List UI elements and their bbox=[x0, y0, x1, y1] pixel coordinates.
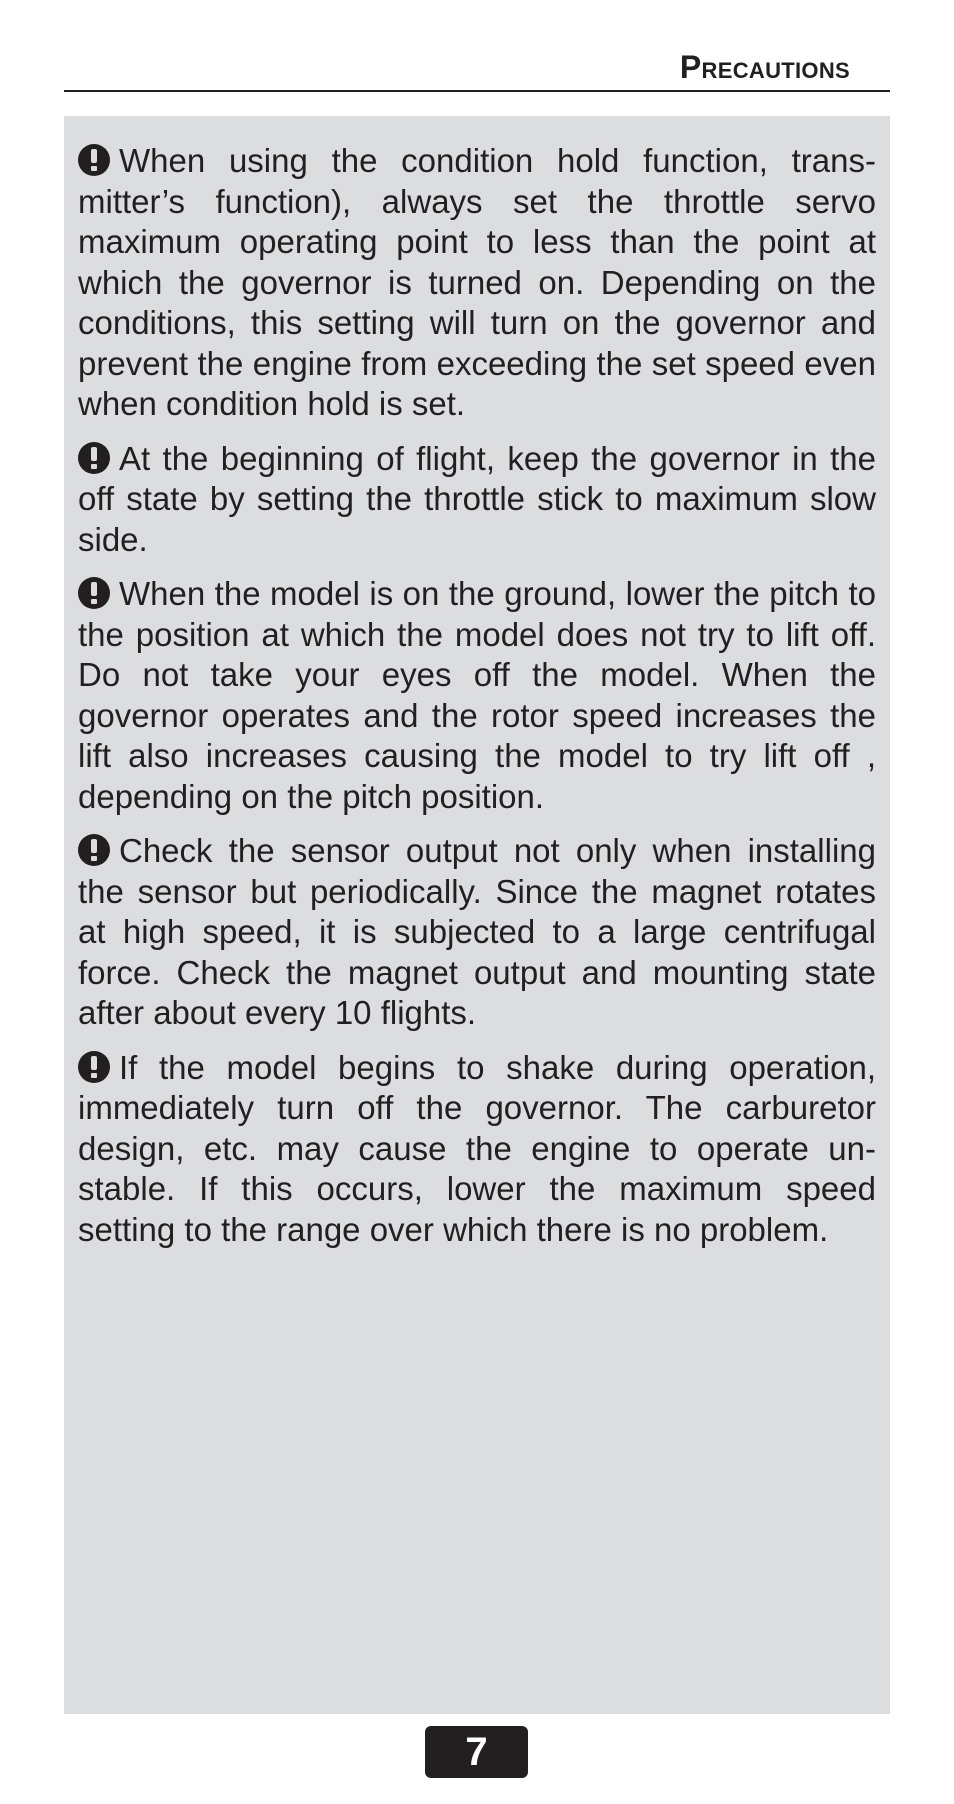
precaution-text: If the model begins to shake during operation, immediately turn off the governor. The carburetor design, etc. may cause the engine to operate unstable. If this occurs, lower the maximum speed setting to the range over which there is no problem. bbox=[78, 1048, 876, 1248]
page-number-badge: 7 bbox=[425, 1726, 528, 1778]
precaution-item bbox=[78, 141, 876, 425]
precautions-panel bbox=[64, 116, 890, 1714]
exclamation-circle-icon bbox=[78, 144, 110, 176]
exclamation-circle-icon bbox=[78, 577, 110, 609]
exclamation-circle-icon bbox=[78, 834, 110, 866]
precaution-text: When using the condition hold function, transmitter’s function), always set the throttle servo maximum operating point to less than the point at which the governor is turned on. Depending on the conditions, this setting will turn on the governor and prevent the engine from exceeding the set speed even when condition hold is set. bbox=[78, 142, 876, 422]
precaution-text: At the beginning of flight, keep the governor in the off state by setting the throttle stick to maximum slow side. bbox=[78, 439, 876, 558]
precaution-item bbox=[78, 831, 876, 1034]
exclamation-circle-icon bbox=[78, 442, 110, 474]
precaution-item bbox=[78, 574, 876, 817]
precaution-item bbox=[78, 1048, 876, 1251]
precaution-text: Check the sensor output not only when installing the sensor but periodically. Since the magnet rotates at high speed, it is subjected to a large centrifugal force. Check the magnet output and mounting state after about every 10 flights. bbox=[78, 832, 876, 1031]
exclamation-circle-icon bbox=[78, 1051, 110, 1083]
precaution-item bbox=[78, 439, 876, 561]
page-header bbox=[64, 44, 890, 92]
section-title: Precautions bbox=[679, 49, 850, 85]
precaution-text: When the model is on the ground, lower the pitch to the position at which the model does not try to lift off. Do not take your eyes off the model. When the governor operates and the rotor speed increases the lift also increases causing the model to try lift off , depending on the pitch position. bbox=[78, 575, 876, 815]
